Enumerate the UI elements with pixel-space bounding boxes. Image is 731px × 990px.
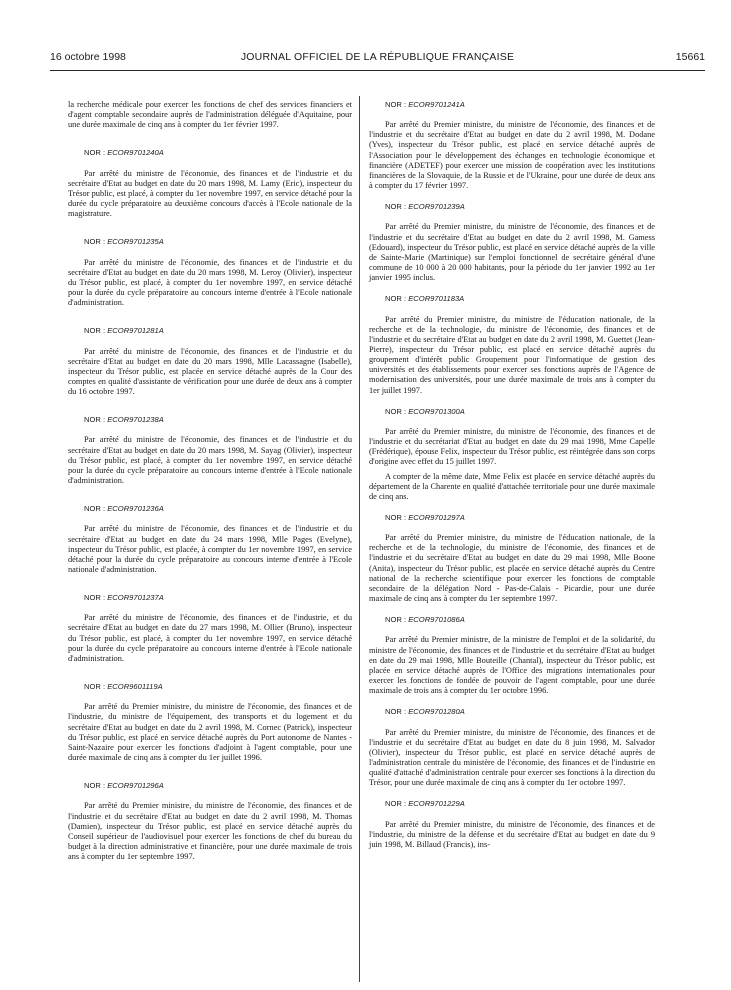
journal-title: JOURNAL OFFICIEL DE LA RÉPUBLIQUE FRANÇAISE	[240, 51, 515, 63]
nor-code: ECOR9701237A	[107, 593, 164, 603]
nor-code: ECOR9701086A	[408, 615, 465, 625]
nor-reference	[369, 513, 655, 523]
nor-label: NOR :	[84, 326, 106, 336]
decree-text: Par arrêté du Premier ministre, du ministre de l'économie, des finances et de l'industrie et du secrétariat d'Etat au budget en date du 29 mai 1998, Mme Capelle (Frédérique), épouse Felix, inspecteur du Trésor public, est réintégrée dans son corps d'origine avec effet du 15 juillet 1997.	[369, 426, 655, 467]
left-column	[68, 100, 352, 862]
decree-text: Par arrêté du ministre de l'économie, des finances et de l'industrie et du secrétaire d'Etat au budget en date du 20 mars 1998, M. Leroy (Olivier), inspecteur du Trésor public, est placé, à compter du 1er novembre 1997, en service détaché pour la durée du cycle préparatoire au concours interne d'entrée à l'Ecole nationale d'administration.	[68, 257, 352, 308]
nor-reference	[68, 415, 352, 425]
nor-label: NOR :	[84, 781, 106, 791]
nor-code: ECOR9701300A	[408, 406, 465, 416]
decree-entry	[68, 237, 352, 308]
decree-text: A compter de la même date, Mme Felix est placée en service détaché auprès du département de la Charente en qualité d'attachée territoriale pour une durée maximale de cinq ans.	[369, 471, 655, 501]
nor-reference	[68, 237, 352, 247]
nor-code: ECOR9701236A	[107, 504, 164, 514]
decree-text: Par arrêté du Premier ministre, du ministre de l'économie, des finances et de l'industrie et du secrétaire d'Etat au budget en date du 2 avril 1998, M. Gamess (Edouard), inspecteur du Trésor public, est placé en service détaché auprès de la ville de Sainte-Marie (Martinique) sur l'emploi fonctionnel de secrétaire général d'une commune de 10 000 à 20 000 habitants, pour la période du 1er janvier 1992 au 1er janvier 1995 inclus.	[369, 222, 655, 283]
nor-label: NOR :	[84, 148, 106, 158]
decree-text: Par arrêté du Premier ministre, du ministre de l'éducation nationale, de la recherche et de la technologie, du ministre de l'économie, des finances et de l'industrie et du secrétaire d'Etat au budget en date du 2 avril 1998, M. Guettet (Jean-Pierre), inspecteur du Trésor public, est placé en service détaché auprès du groupement d'intérêt public Groupement pour l'informatique de gestion des universités et des établissements pour exercer ses fonctions auprès de l'Agence de modernisation des universités, pour une durée maximale de trois ans à compter du 1er juillet 1997.	[369, 314, 655, 395]
decree-entry	[369, 294, 655, 395]
nor-reference	[369, 707, 655, 717]
page-header	[50, 51, 705, 67]
nor-code: ECOR9701281A	[107, 326, 164, 336]
decree-entry	[369, 615, 655, 696]
nor-reference	[68, 682, 352, 692]
nor-label: NOR :	[84, 504, 106, 514]
nor-code: ECOR9701235A	[107, 237, 164, 247]
nor-reference	[68, 326, 352, 336]
nor-label: NOR :	[84, 237, 106, 247]
nor-code: ECOR9701239A	[408, 202, 465, 212]
decree-entry	[68, 326, 352, 397]
decree-text: Par arrêté du Premier ministre, du ministre de l'économie, des finances et de l'industrie et du secrétaire d'Etat au budget en date du 2 avril 1998, M. Thomas (Damien), inspecteur du Trésor public, est placé en service détaché auprès du Conseil supérieur de l'audiovisuel pour exercer les fonctions de chef du bureau du budget à la direction administrative et financière, pour une durée maximale de trois ans à compter du 1er septembre 1997.	[68, 801, 352, 862]
nor-code: ECOR9701240A	[107, 148, 164, 158]
decree-entry	[369, 407, 655, 502]
decree-text: Par arrêté du ministre de l'économie, des finances et de l'industrie et du secrétaire d'Etat au budget en date du 24 mars 1998, Mlle Pages (Evelyne), inspecteur du Trésor public, est placée, à compter du 1er novembre 1997, en service détaché pour la durée du cycle préparatoire au concours interne d'entrée à l'Ecole nationale d'administration.	[68, 524, 352, 574]
nor-label: NOR :	[385, 406, 407, 416]
nor-code: ECOR9601119A	[107, 682, 163, 692]
nor-reference	[369, 799, 655, 809]
decree-entry	[68, 781, 352, 862]
nor-reference	[369, 100, 655, 110]
nor-reference	[68, 504, 352, 514]
decree-text: Par arrêté du ministre de l'économie, des finances et de l'industrie et du secrétaire d'Etat au budget en date du 20 mars 1998, M. Sayag (Olivier), inspecteur du Trésor public, est placé, à compter du 1er novembre 1997, en service détaché pour la durée du cycle préparatoire au concours interne d'entrée à l'Ecole nationale d'administration.	[68, 435, 352, 486]
issue-date: 16 octobre 1998	[50, 51, 126, 63]
decree-entry	[68, 504, 352, 575]
nor-label: NOR :	[84, 593, 106, 603]
nor-label: NOR :	[385, 294, 407, 304]
continued-paragraph: la recherche médicale pour exercer les fonctions de chef des services financiers et d'agent comptable secondaire auprès de l'administration déléguée d'Aquitaine, pour une durée maximale de cinq ans à compter du 1er février 1997.	[68, 100, 352, 130]
decree-entry	[369, 513, 655, 604]
decree-text: Par arrêté du Premier ministre, du ministre de l'économie, des finances et de l'industrie, du ministre de la défense et du secrétaire d'Etat au budget en date du 9 juin 1998, M. Billaud (Francis), ins-	[369, 819, 655, 849]
decree-entry	[68, 593, 352, 664]
decree-entry	[68, 682, 352, 763]
nor-reference	[68, 148, 352, 158]
column-divider	[359, 96, 360, 982]
decree-text: Par arrêté du Premier ministre, de la ministre de l'emploi et de la solidarité, du ministre de l'économie, des finances et de l'industrie et du secrétaire d'Etat au budget en date du 29 mai 1998, Mlle Bouteille (Chantal), inspecteur du Trésor public, est placée en service détaché auprès de l'Office des migrations internationales pour exercer les fonctions de fondée de pouvoir de l'agent comptable, pour une durée maximale de trois ans à compter du 1er octobre 1996.	[369, 635, 655, 696]
decree-entry	[369, 799, 655, 850]
nor-label: NOR :	[84, 415, 106, 425]
nor-reference	[68, 781, 352, 791]
nor-reference	[68, 593, 352, 603]
nor-label: NOR :	[385, 615, 407, 625]
nor-code: ECOR9701229A	[408, 799, 465, 809]
right-entries	[369, 100, 655, 850]
nor-code: ECOR9701241A	[408, 100, 465, 109]
nor-reference	[369, 202, 655, 212]
nor-code: ECOR9701296A	[107, 781, 164, 791]
nor-label: NOR :	[385, 202, 407, 212]
nor-reference	[369, 294, 655, 304]
nor-code: ECOR9701297A	[408, 513, 465, 522]
nor-code: ECOR9701280A	[408, 707, 465, 717]
decree-text: Par arrêté du Premier ministre, du ministre de l'économie, des finances et de l'industrie et du secrétaire d'Etat au budget en date du 2 avril 1998, M. Dodane (Yves), inspecteur du Trésor public, est placé en service détaché auprès de l'Association pour le développement des échanges en technologie économique et financière (ADETEF) pour exercer une mission de coopération avec les institutions financières de la Slovaquie, de la Russie et de l'Ukraine, pour une durée de deux ans à compter du 17 février 1997.	[369, 120, 655, 191]
left-entries	[68, 148, 352, 862]
decree-text: Par arrêté du ministre de l'économie, des finances et de l'industrie, et du secrétaire d'Etat au budget en date du 27 mars 1998, M. Ollier (Bruno), inspecteur du Trésor public, est placé, à compter du 1er novembre 1997, en service détaché pour la durée du cycle préparatoire au concours interne d'entrée à l'Ecole nationale d'administration.	[68, 613, 352, 663]
nor-label: NOR :	[385, 799, 407, 809]
nor-label: NOR :	[385, 100, 407, 109]
nor-label: NOR :	[385, 707, 407, 717]
decree-entry	[68, 148, 352, 219]
right-column	[369, 100, 655, 850]
decree-entry	[369, 100, 655, 191]
nor-label: NOR :	[84, 682, 106, 692]
decree-entry	[369, 707, 655, 788]
nor-reference	[369, 615, 655, 625]
nor-code: ECOR9701238A	[107, 415, 164, 425]
decree-text: Par arrêté du ministre de l'économie, des finances et de l'industrie et du secrétaire d'Etat au budget en date du 20 mars 1998, M. Lamy (Eric), inspecteur du Trésor public, est placé, à compter du 1er novembre 1997, en service détaché pour la durée du cycle préparatoire au deuxième concours d'accès à l'Ecole nationale de la magistrature.	[68, 168, 352, 219]
decree-entry	[68, 415, 352, 486]
nor-reference	[369, 407, 655, 417]
header-rule	[50, 70, 705, 71]
decree-text: Par arrêté du ministre de l'économie, des finances et de l'industrie et du secrétaire d'Etat au budget en date du 20 mars 1998, Mlle Lacassagne (Isabelle), inspecteur du Trésor public, est placée en service détaché auprès de la Cour des comptes en qualité d'assistante de vérification pour une durée de deux ans à compter du 16 octobre 1997.	[68, 346, 352, 397]
decree-text: Par arrêté du Premier ministre, du ministre de l'économie, des finances et de l'industrie et du secrétaire d'Etat au budget en date du 8 juin 1998, M. Salvador (Olivier), inspecteur du Trésor public, est placé en service détaché auprès de l'administration centrale du ministère de l'économie, des finances et de l'industrie en qualité d'attaché d'administration centrale pour exercer ses fonctions à la direction du Trésor, pour une durée maximale de cinq ans à compter du 1er octobre 1997.	[369, 727, 655, 788]
nor-label: NOR :	[385, 513, 407, 522]
decree-entry	[369, 202, 655, 283]
decree-text: Par arrêté du Premier ministre, du ministre de l'économie, des finances et de l'industrie, du ministre de l'équipement, des transports et du logement et du secrétaire d'Etat au budget en date du 2 avril 1998, M. Cornec (Patrick), inspecteur du Trésor public, est placé en service détaché auprès du Port autonome de Nantes - Saint-Nazaire pour exercer les fonctions d'adjoint à l'agent comptable, pour une durée maximale de cinq ans à compter du 1er juillet 1996.	[68, 702, 352, 763]
decree-text: Par arrêté du Premier ministre, du ministre de l'éducation nationale, de la recherche et de la technologie, du ministre de l'économie, des finances et de l'industrie et du secrétaire d'Etat au budget en date du 29 mai 1998, Mlle Boone (Anita), inspecteur du Trésor public, est placée en service détaché auprès du Centre national de la recherche scientifique pour exercer les fonctions de comptable secondaire de la délégation Nord - Pas-de-Calais - Picardie, pour une durée maximale de cinq ans à compter du 1er septembre 1997.	[369, 533, 655, 604]
nor-code: ECOR9701183A	[408, 294, 465, 304]
page-number: 15661	[675, 51, 705, 63]
